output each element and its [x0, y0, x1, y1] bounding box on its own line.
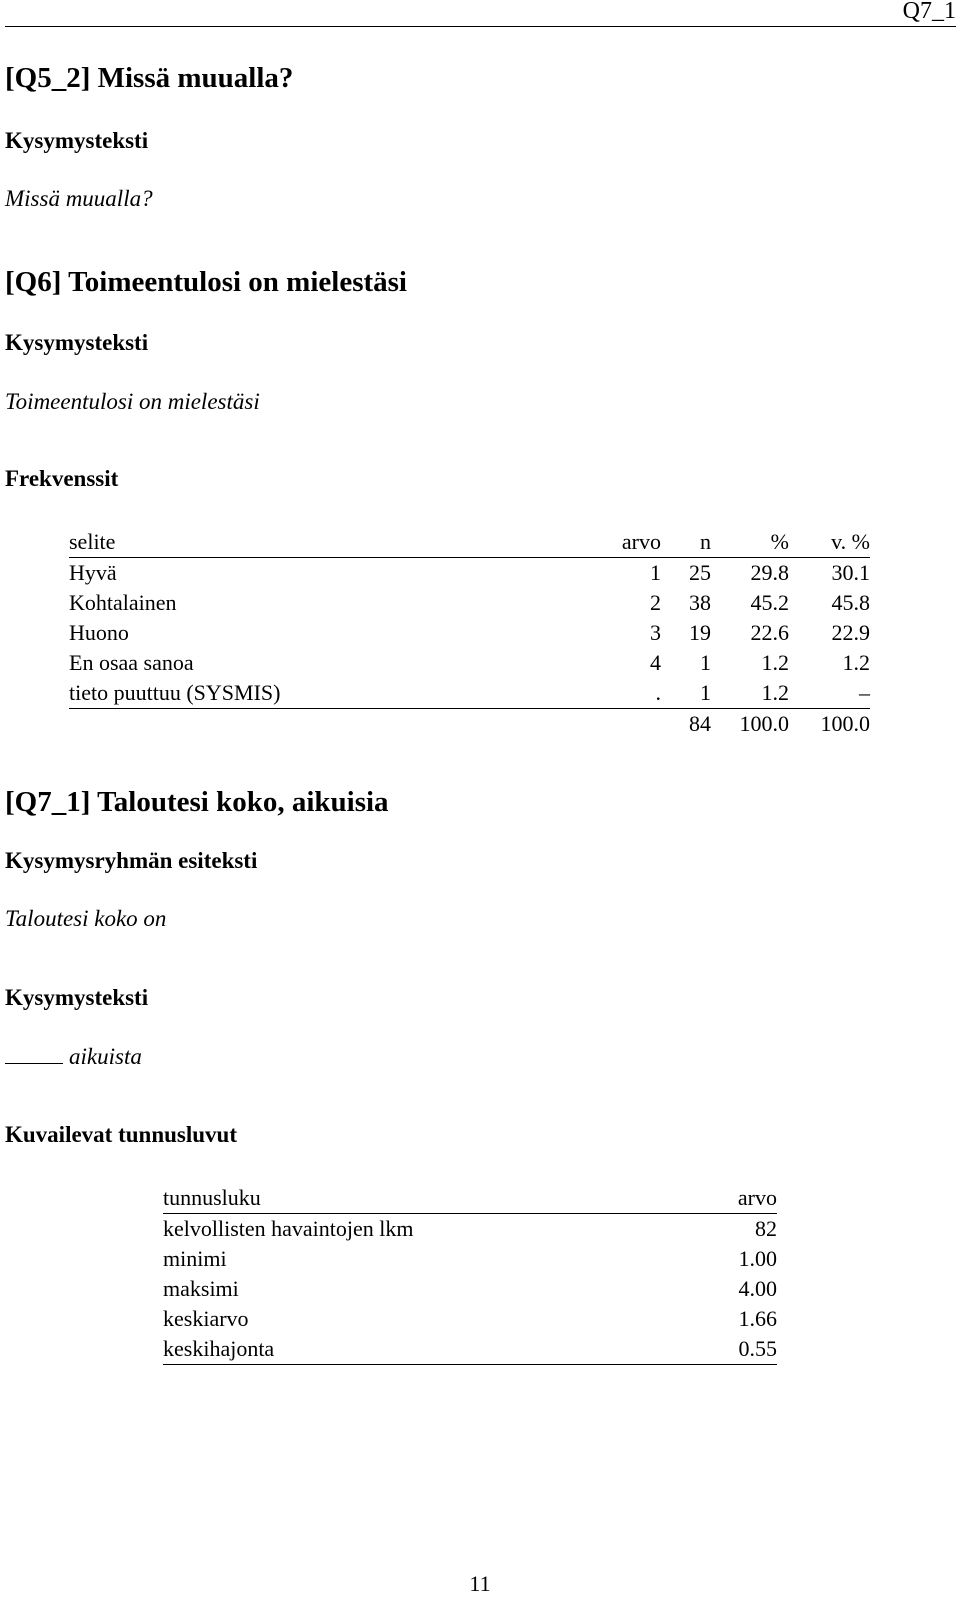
column-header: selite	[69, 527, 619, 558]
answer-blank-line	[5, 1043, 63, 1064]
table-cell: 4	[650, 650, 661, 675]
table-cell: .	[655, 680, 661, 705]
descriptives-heading: Kuvailevat tunnusluvut	[5, 1122, 237, 1147]
frequency-table	[69, 527, 870, 739]
table-cell: 1.66	[738, 1306, 777, 1331]
table-cell: 4.00	[738, 1276, 777, 1301]
table-cell: 1.00	[738, 1246, 777, 1271]
table-cell: 19	[689, 620, 711, 645]
table-row	[69, 648, 870, 678]
table-cell: maksimi	[163, 1276, 239, 1301]
table-row	[163, 1244, 777, 1274]
column-header: v. %	[789, 527, 870, 558]
table-row	[69, 588, 870, 618]
table-row	[69, 678, 870, 709]
table-cell: 38	[689, 590, 711, 615]
table-cell: 84	[661, 709, 711, 740]
table-row	[163, 1334, 777, 1365]
table-cell: 2	[650, 590, 661, 615]
table-cell	[69, 709, 619, 740]
table-cell: 45.8	[831, 590, 870, 615]
table-cell: 22.6	[750, 620, 789, 645]
column-header: arvo	[663, 1183, 777, 1214]
table-cell: Hyvä	[69, 560, 117, 585]
question-text-q7-1	[5, 1043, 142, 1070]
table-cell: keskiarvo	[163, 1306, 249, 1331]
table-cell: 1.2	[761, 650, 789, 675]
section-title-q5-2: [Q5_2] Missä muualla?	[5, 62, 294, 94]
table-header-row	[163, 1183, 777, 1214]
question-text-q6: Toimeentulosi on mielestäsi	[5, 389, 260, 414]
column-header: %	[711, 527, 789, 558]
table-row	[69, 618, 870, 648]
table-row	[163, 1274, 777, 1304]
column-header: tunnusluku	[163, 1183, 663, 1214]
table-cell: 29.8	[750, 560, 789, 585]
column-header: n	[661, 527, 711, 558]
table-cell: En osaa sanoa	[69, 650, 194, 675]
table-cell: tieto puuttuu (SYSMIS)	[69, 680, 281, 705]
table-cell: 22.9	[831, 620, 870, 645]
group-heading-q7-1: Kysymysryhmän esiteksti	[5, 848, 258, 873]
frequencies-heading: Frekvenssit	[5, 466, 119, 491]
table-cell: kelvollisten havaintojen lkm	[163, 1216, 414, 1241]
table-cell: 3	[650, 620, 661, 645]
table-cell: 1	[650, 560, 661, 585]
table-cell: –	[859, 680, 870, 705]
table-cell: keskihajonta	[163, 1334, 663, 1365]
table-cell: 100.0	[711, 709, 789, 740]
table-cell: 0.55	[663, 1334, 777, 1365]
question-heading-q5-2: Kysymysteksti	[5, 128, 149, 153]
table-cell: Huono	[69, 620, 129, 645]
question-text-suffix: aikuista	[69, 1044, 142, 1069]
table-cell: 82	[755, 1216, 777, 1241]
question-heading-q6: Kysymysteksti	[5, 330, 149, 355]
table-cell	[619, 709, 661, 740]
table-cell: 30.1	[831, 560, 870, 585]
table-cell: 25	[689, 560, 711, 585]
table-cell: 45.2	[750, 590, 789, 615]
table-cell: 1.2	[761, 680, 789, 705]
table-cell: 100.0	[789, 709, 870, 740]
question-text-q5-2: Missä muualla?	[5, 186, 153, 211]
table-header-row	[69, 527, 870, 558]
question-heading-q7-1: Kysymysteksti	[5, 985, 149, 1010]
header-rule	[5, 26, 956, 27]
table-cell: Kohtalainen	[69, 590, 177, 615]
table-row	[163, 1304, 777, 1334]
column-header: arvo	[619, 527, 661, 558]
descriptives-table	[163, 1183, 777, 1365]
table-row	[69, 558, 870, 589]
running-header: Q7_1	[902, 0, 956, 24]
table-cell: 1	[700, 680, 711, 705]
table-cell: 1	[700, 650, 711, 675]
section-title-q7-1: [Q7_1] Taloutesi koko, aikuisia	[5, 786, 389, 818]
table-cell: minimi	[163, 1246, 227, 1271]
section-title-q6: [Q6] Toimeentulosi on mielestäsi	[5, 266, 407, 298]
table-row	[163, 1214, 777, 1245]
table-total-row	[69, 709, 870, 740]
page-number: 11	[469, 1571, 491, 1596]
table-cell: 1.2	[842, 650, 870, 675]
group-text-q7-1: Taloutesi koko on	[5, 906, 167, 931]
